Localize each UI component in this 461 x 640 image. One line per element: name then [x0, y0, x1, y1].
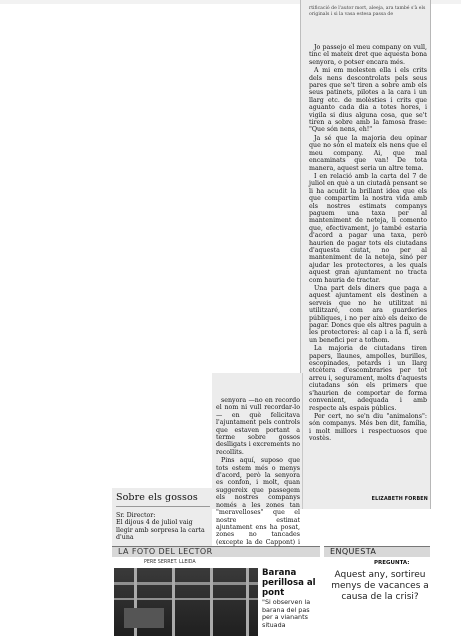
- enquesta-section-title: ENQUESTA: [330, 547, 377, 556]
- right-column-text: [309, 44, 427, 444]
- paragraph: El dijous 4 de juliol vaig llegir amb sorpresa la carta d'una: [116, 519, 205, 542]
- railing-post: [172, 568, 175, 636]
- paragraph: Pins aquí, suposo que tots estem més o menys d'acord, però la senyora es confon, i molt, quan suggereix que passegem els nostres companys només a les zones tan "meravelloses" que el nostre estimat ajuntament ens ha posat, zones no tancades (excepte la de Cappont) i: [216, 457, 300, 546]
- railing-post: [210, 568, 213, 636]
- letter-signature: ELIZABETH FORBEN: [371, 497, 428, 502]
- paragraph: Una part dels diners que paga a aquest ajuntament els destinen a serveis que no he utilitzat ni utilitzaré, com ara guarderies públiques, i no per això els deixo de pagar. Doncs que els altres paguin a les protectores: al cap i a la fi, serà un benefici per a tothom.: [309, 285, 427, 344]
- question-label: PREGUNTA:: [374, 560, 410, 566]
- photo-title: Barana perillosa al pont: [262, 568, 316, 598]
- bottom-section: [112, 546, 430, 640]
- paragraph: Ja sé que la majoria deu opinar que no són el mateix els nens que el meu company. Ai, que mal encaminats que van! De tota manera, aquest seria un altre tema.: [309, 134, 427, 172]
- clipping-top-snippet: rtificació de l'autor mort, aleeja, ara també s'à els originals i si la vasa estesa passa de: [309, 6, 426, 17]
- paragraph: La majoria de ciutadans tiren papers, llaunes, ampolles, burilles, escopinades, petards i un llarg etcètera d'escombraries per tot arreu i, segurament, molts d'aquests ciutadans són els primers que s'haurien de comportar de forma convenient, adequada i amb respecte als espais públics.: [309, 345, 427, 412]
- middle-column-text: [216, 397, 300, 569]
- left-column-text: [116, 512, 210, 542]
- paragraph: A mi em molesten ella i els crits dels nens descontrolats pels seus pares que se't tiren a sobre amb els seus patinets, pilotes a la cara i un llarg etc. de molèsties i crits que aguanto cada dia a totes hores, i vigila si dius alguna cosa, que se't tiren a sobre amb la famosa frase: "Que són nens, eh!": [309, 67, 427, 134]
- survey-question: Aquest any, sortireu menys de vacances a causa de la crisi?: [331, 570, 429, 602]
- salutation: Sr. Director:: [116, 512, 156, 519]
- foto-section-title: LA FOTO DEL LECTOR: [118, 547, 213, 556]
- clipping-middle-column: [212, 373, 303, 546]
- paragraph: Jo passejo el meu company on vull, tinc el mateix dret que aquesta bona senyora, o potser encara més.: [309, 44, 427, 66]
- reader-photo: [114, 568, 258, 636]
- railing-post: [246, 568, 249, 636]
- paragraph: Per cert, no se'n diu "animalons": són companys. Més ben dit, família, i molt millors i respectuosos que vostès.: [309, 412, 427, 443]
- paragraph: senyora —no en recordo el nom ni vull recordar-lo— en què felicitava l'ajuntament pels controls que estaven portant a terme sobre gossos deslligats i excrements no recollits.: [216, 397, 300, 456]
- photo-caption: "Si observen la barana del pas per a vianants situada: [262, 598, 311, 629]
- page-edge: [430, 0, 431, 509]
- clipping-left-column: [112, 488, 212, 546]
- heading-rule: [116, 506, 210, 507]
- letter-heading: Sobre els gossos: [116, 492, 198, 503]
- clipping-right-column: [300, 0, 431, 509]
- photo-credit: PERE SERRET. LLEIDA: [144, 560, 196, 565]
- paragraph: I en relació amb la carta del 7 de juliol en què a un ciutadà pensant se li ha acudit la brillant idea que els que compartim la nostra vida amb els nostres estimats companys paguem una taxa per al manteniment de neteja, li comento que, efectivament, jo també estaria d'acord a pagar una taxa, però haurien de pagar tots els ciutadans d'aquesta ciutat, no per al manteniment de la neteja, sinó per ajudar les protectores, a les quals aquest gran ajuntament no tracta com hauria de tractar.: [309, 172, 427, 284]
- foto-header-bar: [112, 546, 320, 557]
- photo-shadow-area: [124, 608, 164, 628]
- enquesta-header-bar: [324, 546, 430, 557]
